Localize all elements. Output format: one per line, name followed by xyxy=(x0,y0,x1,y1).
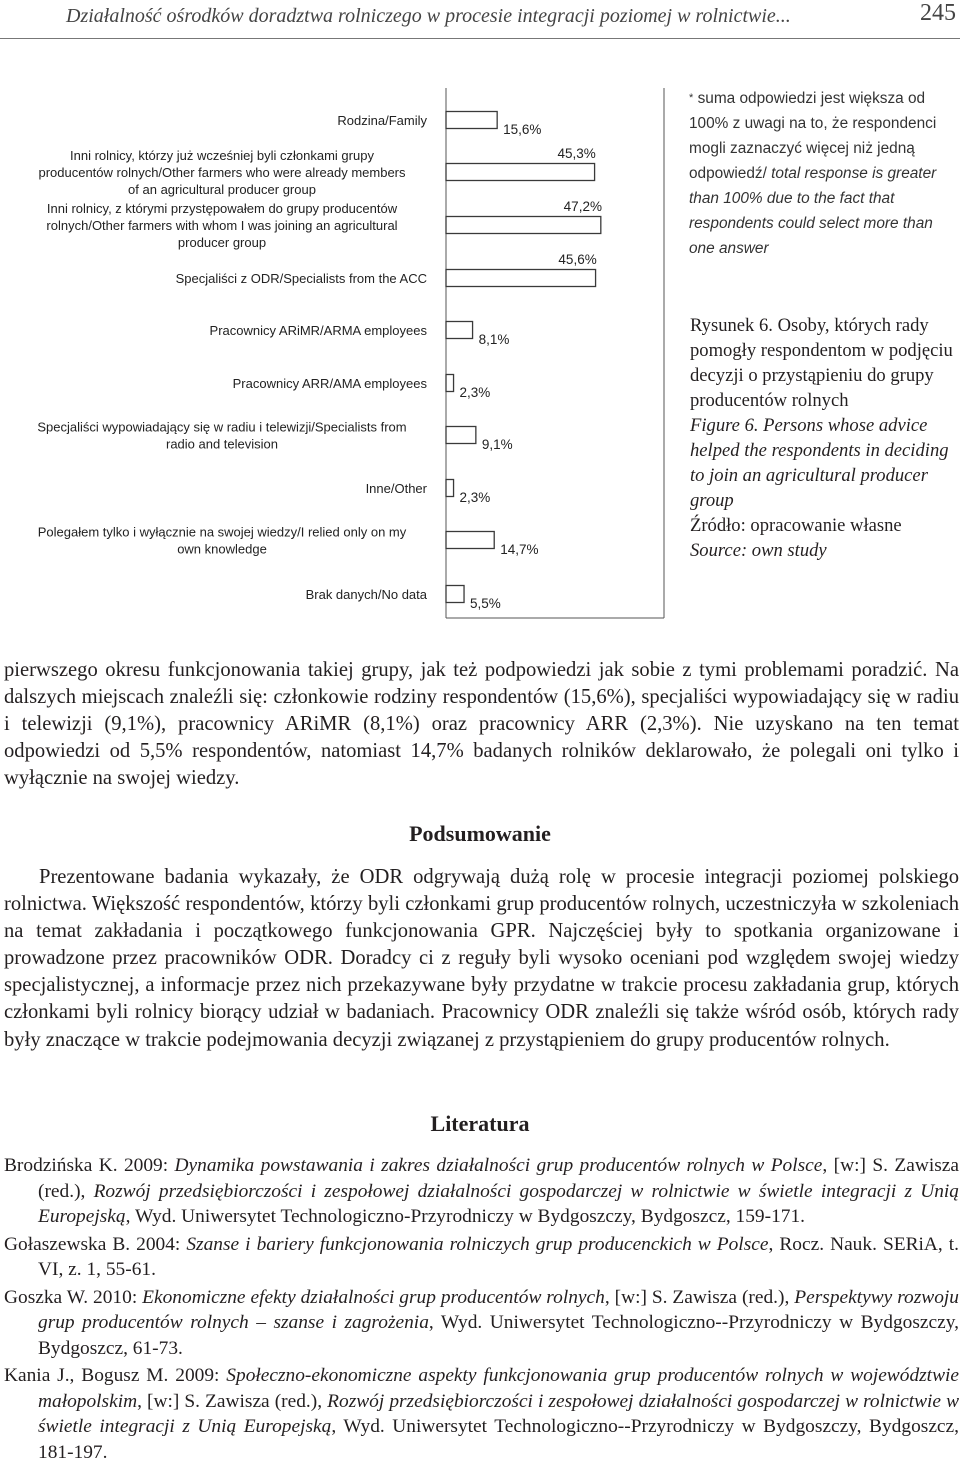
data-label: 45,6% xyxy=(558,252,597,267)
note-asterisk: * xyxy=(689,92,694,104)
summary-text: Prezentowane badania wykazały, że ODR odgrywają dużą rolę w procesie integracji poziomej polskiego rolnictwa. Większość respondentów, którzy byli członkami grup producentów rolnych, uczestniczyła w szkoleniach na temat zakładania i początkowego funkcjonowania GPR. Najczęściej były to spotkania organizowane i prowadzone przez pracowników ODR. Doradcy ci z reguły byli wysoko oceniani pod względem swojej wiedzy specjalistycznej, a informacje przez nich przekazywane były przydatne w trakcie procesu zakładania grup, których członkami byli rolnicy biorący udział w badaniach. Pracownicy ODR znaleźli się także wśród osób, których rady były znaczące w trakcie podejmowania decyzji związanej z przystąpieniem do grupy producentów rolnych. xyxy=(4,866,959,1051)
data-label: 2,3% xyxy=(459,385,491,400)
bar xyxy=(446,164,595,181)
data-label: 45,3% xyxy=(557,146,596,161)
data-label: 9,1% xyxy=(481,437,513,452)
data-label: 47,2% xyxy=(563,199,602,214)
bar xyxy=(446,217,601,234)
caption-en: Figure 6. Persons whose advice helped the respondents in deciding to join an agricultural producer group xyxy=(690,415,949,511)
source-pl: Źródło: opracowanie własne xyxy=(690,515,902,536)
note-text-en: total response is greater than 100% due to the fact that respondents could select more than one answer xyxy=(689,165,937,257)
reference-item: Goszka W. 2010: Ekonomiczne efekty działalności grup producentów rolnych, [w:] S. Zawisza (red.), Perspektywy rozwoju grup producentów rolnych – szanse i zagrożenia, Wyd. Uniwersytet Technologiczno--Przyrodniczy w Bydgoszczy, Bydgoszcz, 61-73. xyxy=(4,1286,959,1359)
category-label: Pracownicy ARR/AMA employees xyxy=(232,376,427,391)
category-label: Inni rolnicy, z którymi przystępowałem do grupy producentów rolnych/Other farmers with whom I was joining an agricultural producer group xyxy=(46,201,398,250)
header-rule xyxy=(0,38,960,39)
category-label: Specjaliści z ODR/Specialists from the ACC xyxy=(175,271,427,286)
category-label: Rodzina/Family xyxy=(337,113,427,128)
paragraph-text: pierwszego okresu funkcjonowania takiej grupy, jak też podpowiedzi jak sobie z tymi problemami poradzić. Na dalszych miejscach znaleźli się: członkowie rodziny respondentów (15,6%), specjaliści wypowiadający się w radiu i telewizji (9,1%), pracownicy ARiMR (8,1%) oraz pracownicy ARR (2,3%). Nie uzyskano na ten temat odpowiedzi od 5,5% respondentów, natomiast 14,7% badanych rolników deklarowało, że polegali oni tylko i wyłącznie na swojej wiedzy. xyxy=(4,659,959,790)
section-heading-literature: Literatura xyxy=(430,1111,530,1136)
category-label: Inne/Other xyxy=(365,481,427,496)
data-label: 5,5% xyxy=(470,596,501,611)
section-heading-summary: Podsumowanie xyxy=(409,821,551,846)
category-label: Polegałem tylko i wyłącznie na swojej wiedzy/I relied only on my own knowledge xyxy=(37,524,407,557)
figure-caption xyxy=(690,313,960,563)
page-number: 245 xyxy=(920,0,956,26)
bar xyxy=(446,375,454,392)
data-label: 8,1% xyxy=(478,332,510,347)
category-label: Specjaliści wypowiadający się w radiu i telewizji/Specialists from radio and television xyxy=(37,419,407,452)
category-label: Pracownicy ARiMR/ARMA employees xyxy=(209,323,427,338)
caption-pl: Rysunek 6. Osoby, których rady pomogły respondentom w podjęciu decyzji o przystąpieniu do grupy producentów rolnych xyxy=(690,315,953,411)
data-label: 2,3% xyxy=(459,490,491,505)
summary-paragraph xyxy=(4,864,959,1054)
bar xyxy=(446,480,454,497)
category-label: Brak danych/No data xyxy=(305,587,427,602)
bar xyxy=(446,586,464,603)
note-text-pl: suma odpowiedzi jest większa od 100% z uwagi na to, że respondenci mogli zaznaczyć więcej niż jedną odpowiedź/ xyxy=(689,90,937,182)
data-label: 15,6% xyxy=(503,122,542,137)
running-title: Działalność ośrodków doradztwa rolniczego w procesie integracji poziomej w rolnictwie... xyxy=(66,5,791,27)
bar xyxy=(446,322,473,339)
body-paragraph xyxy=(4,657,959,792)
reference-item: Brodzińska K. 2009: Dynamika powstawania i zakres działalności grup producentów rolnych w Polsce, [w:] S. Zawisza (red.), Rozwój przedsiębiorczości i zespołowej działalności gospodarczej w rolnictwie w świetle integracji z Unią Europejską, Wyd. Uniwersytet Technologiczno-Przyrodniczy w Bydgoszczy, Bydgoszcz, 159-171. xyxy=(4,1155,959,1227)
reference-item: Kania J., Bogusz M. 2009: Społeczno-ekonomiczne aspekty funkcjonowania grup producentów rolnych w województwie małopolskim, [w:] S. Zawisza (red.), Rozwój przedsiębiorczości i zespołowej działalności gospodarczej w rolnictwie w świetle integracji z Unią Europejską, Wyd. Uniwersytet Technologiczno--Przyrodniczy w Bydgoszczy, Bydgoszcz, 181-197. xyxy=(4,1365,960,1463)
data-label: 14,7% xyxy=(500,542,539,557)
reference-item: Gołaszewska B. 2004: Szanse i bariery funkcjonowania rolniczych grup producenckich w Polsce, Rocz. Nauk. SERiA, t. VI, z. 1, 55-61. xyxy=(4,1233,960,1280)
reference-list xyxy=(4,1153,959,1467)
category-label: Inni rolnicy, którzy już wcześniej byli członkami grupy producentów rolnych/Other farmers who were already members of an agricultural producer group xyxy=(38,148,406,197)
bar-chart xyxy=(0,88,680,620)
bar xyxy=(446,532,494,549)
bar xyxy=(446,270,596,287)
source-en: Source: own study xyxy=(690,540,827,561)
running-header xyxy=(66,0,956,40)
figure-note xyxy=(689,86,959,261)
bar xyxy=(446,112,497,129)
bar xyxy=(446,427,476,444)
